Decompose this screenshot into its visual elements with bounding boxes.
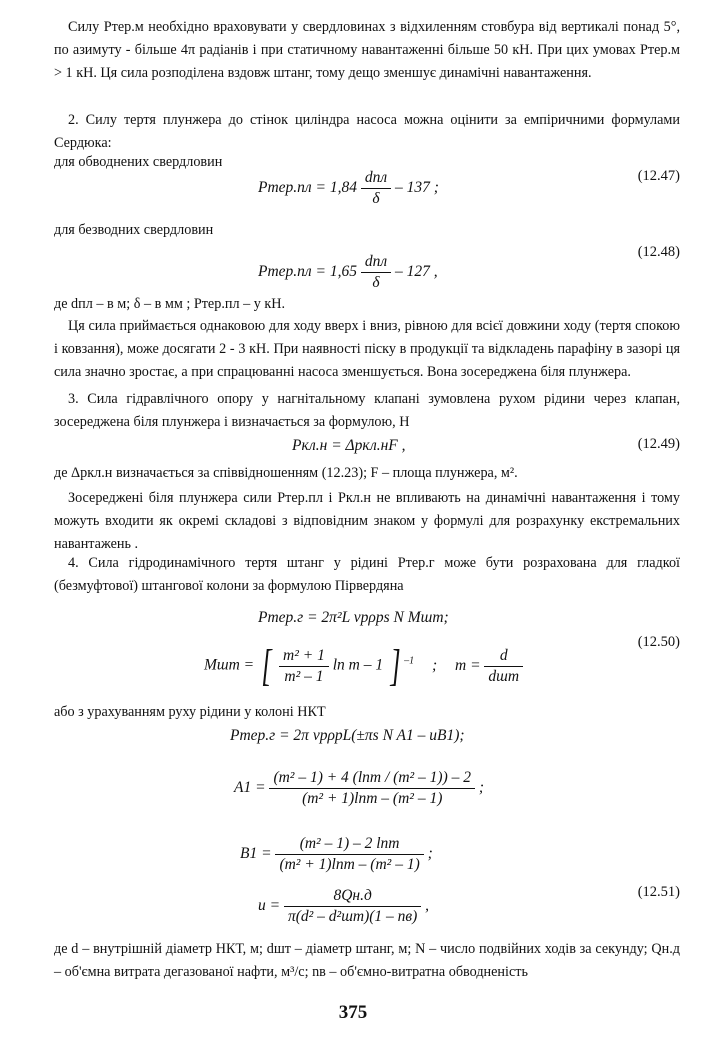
paragraph-p2b: для безводних свердловин	[54, 222, 214, 238]
eq1250-lhs: Mшт =	[204, 656, 255, 674]
eq1248-tail: – 127 ,	[395, 263, 438, 281]
eq1247-lhs: Pтер.пл = 1,84	[258, 179, 358, 197]
eq1250-m-lhs: m =	[455, 656, 481, 674]
eq1250-mid: ln m – 1	[332, 656, 384, 674]
eq1251c-tail: ;	[427, 845, 433, 863]
eq1247-den: δ	[372, 190, 380, 207]
eq1251b-num: (m² – 1) + 4 (lnm / (m² – 1)) – 2	[269, 768, 475, 789]
eq1251b-fraction	[269, 768, 475, 809]
equation-12-47	[258, 168, 439, 209]
paragraph-p7: 4. Сила гідродинамічного тертя штанг у рідині Pтер.г може бути розрахована для гладкої (безмуфтової) штангової колони за формулою Пірвердяна	[54, 555, 680, 595]
eq1250-m-num: d	[484, 646, 523, 667]
eq1251c-num: (m² – 1) – 2 lnm	[275, 834, 423, 855]
eq1251b-tail: ;	[478, 779, 485, 797]
equation-12-48	[258, 252, 438, 293]
equation-12-49: Pкл.н = Δpкл.нF ,	[292, 437, 406, 454]
eq1248-lhs: Pтер.пл = 1,65	[258, 263, 358, 281]
eq1251c-den: (m² + 1)lnm – (m² – 1)	[279, 856, 420, 873]
page-number: 375	[338, 1002, 368, 1023]
eq1251d-fraction	[284, 886, 421, 927]
paragraph-p3: Ця сила приймається однаковою для ходу вверх і вниз, рівною для всієї довжини ходу (тертя спокою і ковзання), може досягати 2 - 3 кН. При наявності піску в продукції та відкладень парафіну в зазорі ця сила значно зростає, а при спрацюванні насоса зменшується. Вона зосереджена біля плунжера.	[54, 318, 680, 381]
paragraph-p1: Силу Pтер.м необхідно враховувати у свердловинах з відхиленням стовбура від вертикалі понад 5°, по азимуту - більше 4π радіанів і при статичному навантаженні більше 50 кН. При цих умовах Pтер.м > 1 кН. Ця сила розподілена вздовж штанг, тому дещо зменшує динамічні навантаження.	[54, 19, 680, 82]
paragraph-p5: де Δpкл.н визначається за співвідношенням (12.23); F – площа плунжера, м².	[54, 465, 518, 481]
eq1250-power: –1	[404, 655, 415, 667]
eq1248-num: dпл	[361, 252, 391, 273]
eq1250-fraction	[279, 646, 329, 687]
eq1248-den: δ	[372, 274, 380, 291]
equation-12-51d	[258, 886, 429, 927]
equation-number-12-51: (12.51)	[637, 884, 680, 900]
eq1251d-num: 8Qн.д	[284, 886, 421, 907]
equation-12-51a: Pтер.г = 2π νрρрL(±πs N A1 – uB1);	[230, 727, 465, 744]
eq1251d-lhs: u =	[258, 897, 281, 915]
eq1250-num: m² + 1	[279, 646, 329, 667]
equation-number-12-47: (12.47)	[637, 168, 680, 184]
eq1251c-fraction	[275, 834, 423, 875]
eq1250-separator: ;	[431, 656, 438, 674]
equation-number-12-50: (12.50)	[637, 634, 680, 650]
left-bracket: [	[261, 641, 272, 690]
eq1250-m-fraction	[484, 646, 523, 687]
right-bracket: ]	[390, 641, 401, 690]
eq1251b-den: (m² + 1)lnm – (m² – 1)	[302, 790, 443, 807]
eq1247-fraction	[361, 168, 391, 209]
eq1247-num: dпл	[361, 168, 391, 189]
paragraph-p2: 2. Силу тертя плунжера до стінок циліндра насоса можна оцінити за емпіричними формулами Сердюка:	[54, 112, 680, 152]
paragraph-p4: 3. Сила гідравлічного опору у нагнітальному клапані зумовлена рухом рідини через клапан, зосереджена біля плунжера і визначається за формулою, Н	[54, 391, 680, 431]
eq1251b-lhs: A1 =	[234, 779, 266, 797]
eq1250-m-den: dшт	[488, 667, 520, 685]
paragraph-p2c: де dпл – в м; δ – в мм ; Pтер.пл – у кН.	[54, 296, 286, 312]
eq1251d-den: π(d² – d²шт)(1 – nв)	[287, 908, 418, 925]
equation-12-50a: Pтер.г = 2π²L νрρрs N Mшт;	[258, 609, 449, 626]
equation-number-12-49: (12.49)	[637, 436, 680, 452]
eq1247-tail: – 137 ;	[395, 179, 439, 197]
paragraph-p8: або з урахуванням руху рідини у колоні НКТ	[54, 704, 326, 720]
equation-12-51c	[240, 834, 433, 875]
paragraph-p9: де d – внутрішній діаметр НКТ, м; dшт – діаметр штанг, м; N – число подвійних ходів за секунду; Qн.д – об'ємна витрата дегазованої нафти, м³/с; nв – об'ємно-витратна обводненість	[54, 941, 680, 981]
eq1251c-lhs: B1 =	[240, 845, 272, 863]
equation-12-50b	[204, 641, 523, 690]
eq1251d-tail: ,	[425, 897, 430, 915]
eq1250-den: m² – 1	[284, 667, 324, 685]
equation-number-12-48: (12.48)	[637, 244, 680, 260]
paragraph-p6: Зосереджені біля плунжера сили Pтер.пл і Pкл.н не впливають на динамічні навантаження і тому можуть входити як окремі складові з відповідним знаком у формулі для розрахунку екстремальних навантажень .	[54, 490, 680, 553]
eq1248-fraction	[361, 252, 391, 293]
paragraph-p2a: для обводнених свердловин	[54, 154, 223, 170]
equation-12-51b	[234, 768, 484, 809]
